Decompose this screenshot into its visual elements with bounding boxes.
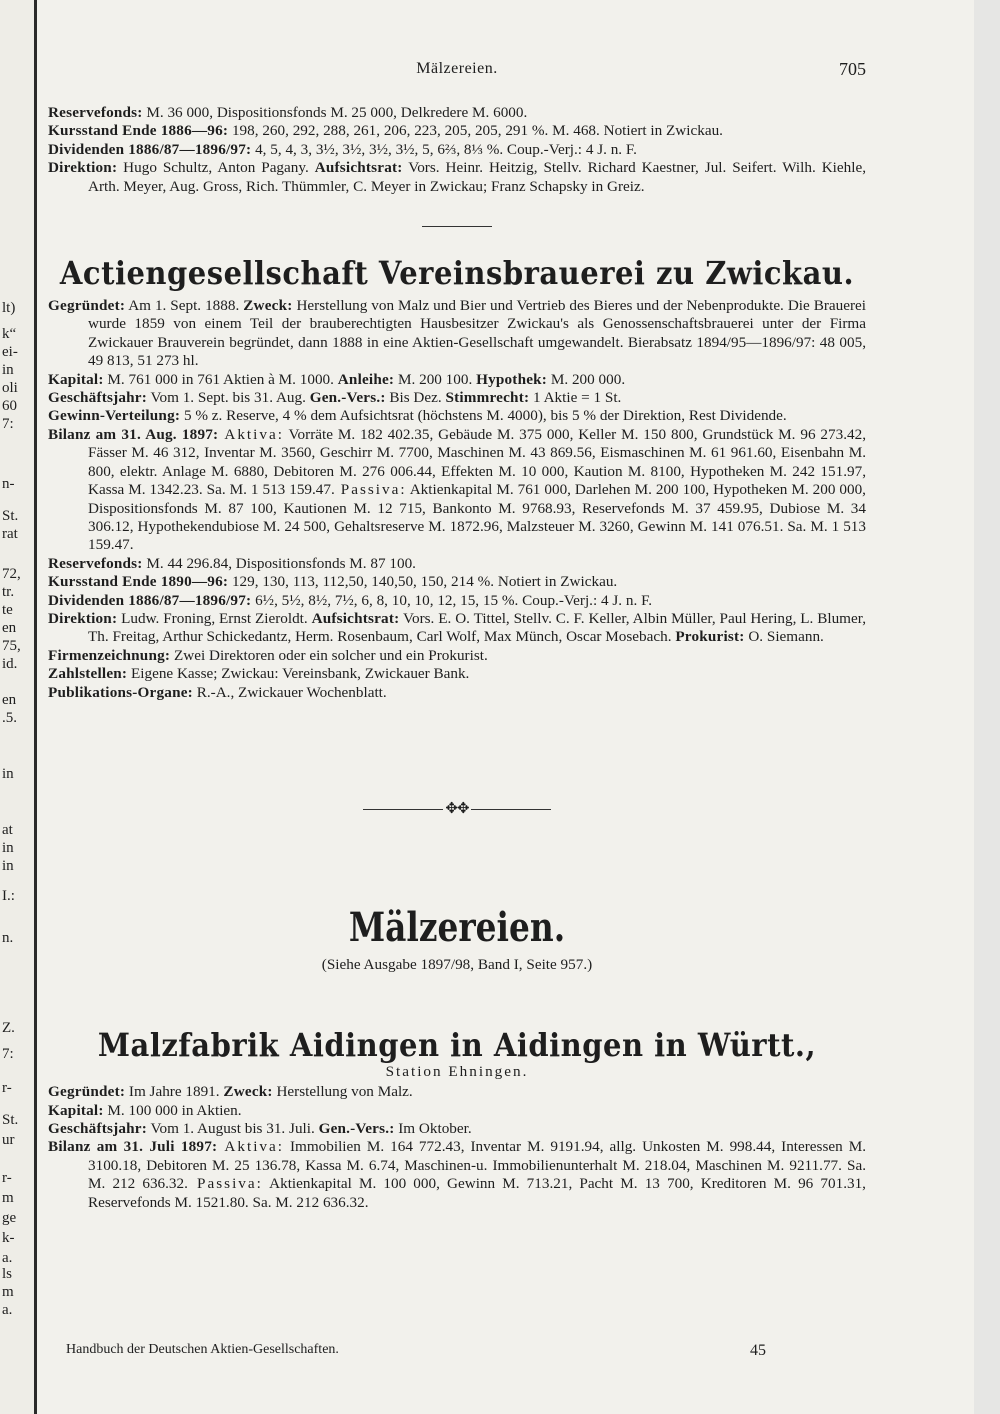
ornament-flourish-icon: ✥✥ [445,800,469,817]
kapital-line: Kapital: M. 100 000 in Aktien. [48,1101,242,1119]
gutter-fragment: m [2,1190,14,1206]
gutter-fragment: in [2,362,14,378]
gutter-fragment: k“ [2,326,17,342]
firmenzeichnung-line: Firmenzeichnung: Zwei Direktoren oder ein solcher und ein Prokurist. [48,646,488,664]
gutter-fragment: lt) [2,300,16,316]
footer-book-title: Handbuch der Deutschen Aktien-Gesellschaften. [66,1342,339,1357]
geschaeftsjahr-line: Geschäftsjahr: Vom 1. Sept. bis 31. Aug. Gen.-Vers.: Bis Dez. Stimmrecht: 1 Aktie = 1 St. [48,389,622,407]
gutter-fragment: St. [2,508,19,524]
gutter-fragment: k- [2,1230,15,1246]
gutter-fragment: a. [2,1250,13,1266]
gutter-fragment: 72, [2,566,21,582]
gutter-fragment: r- [2,1170,12,1186]
gutter-fragment: St. [2,1112,19,1128]
geschaeftsjahr-line: Geschäftsjahr: Vom 1. August bis 31. Juli. Gen.-Vers.: Im Oktober. [48,1120,472,1137]
gegruendet-line: Gegründet: Im Jahre 1891. Zweck: Herstellung von Malz. [48,1083,413,1101]
publikations-line: Publikations-Organe: R.-A., Zwickauer Wochenblatt. [48,683,387,701]
margin-rule [34,0,37,1414]
gutter-fragment: .5. [2,710,17,726]
company-title: Malzfabrik Aidingen in Aidingen in Württ., [97,1026,817,1064]
gutter-fragment: I.: [2,888,15,904]
gutter-fragment: ur [2,1132,15,1148]
dividenden-line: Dividenden 1886/87—1896/97: 6½, 5½, 8½, 7½, 6, 8, 10, 10, 12, 15, 15 %. Coup.-Verj.: 4 J. n. F. [48,591,653,609]
gegruendet-line: Gegründet: Am 1. Sept. 1888. Zweck: Herstellung von Malz und Bier und Vertrieb des Bieres und der Nebenprodukte. Die Brauerei wurde 1859 von einem Teil der brauberechtigten Hausbesitzer Zwickau's als Genossenschaftsbrauerei unter der Firma Zwickauer Brauverein begründet, dann 1888 in eine Aktien-Gesellschaft umgewandelt. Bierabsatz 1894/95—1896/97: 48 005, 49 813, 51 273 hl. [48,297,866,370]
gutter-fragment: tr. [2,584,15,600]
company-subtitle: Station Ehningen. [385,1062,529,1080]
dividenden-line: Dividenden 1886/87—1896/97: 4, 5, 4, 3, 3½, 3½, 3½, 3½, 5, 6⅔, 8⅓ %. Coup.-Verj.: 4 J. n. F. [48,140,637,158]
left-margin-strip [0,0,34,1414]
gutter-fragment: rat [2,526,18,542]
page-number: 705 [839,59,866,79]
gutter-fragment: in [2,766,14,782]
gutter-fragment: in [2,858,14,874]
gutter-fragment: en [2,620,17,636]
company-title: Actiengesellschaft Vereinsbrauerei zu Zwickau. [59,254,855,292]
company-entry-vereinsbrauerei [48,255,866,702]
page-content [48,60,866,1212]
gutter-fragment: a. [2,1302,13,1318]
gutter-fragment: oli [2,380,18,396]
gutter-fragment: ge [2,1210,17,1226]
previous-entry-continuation [48,104,866,196]
gutter-fragment: in [2,840,14,856]
ornament-line-right [471,809,551,810]
bilanz-paragraph: Bilanz am 31. Aug. 1897: Aktiva: Vorräte M. 182 402.35, Gebäude M. 375 000, Keller M. 150 800, Grundstück M. 96 273.42, Fässer M. 46 312, Inventar M. 3560, Geschirr M. 7700, Maschinen M. 43 869.56, Eismaschinen M. 61 961.60, Eisenbahn M. 800, elektr. Anlage M. 6880, Debitoren M. 276 006.44, Effekten M. 10 000, Kaution M. 8100, Hypotheken M. 242 151.97, Kassa M. 1342.23. Sa. M. 1 513 159.47. Passiva: Aktienkapital M. 761 000, Darlehen M. 200 100, Hypotheken M. 200 000, Dispositionsfonds M. 87 100, Kautionen M. 12 715, Bankonto M. 9768.93, Reservefonds M. 37 459.95, Dubiose M. 34 306.12, Hypothekendubiose M. 24 500, Gehaltsreserve M. 1872.96, Malzsteuer M. 3260, Gewinn M. 141 076.51. Sa. M. 1 513 159.47. [48,425,866,554]
gutter-fragment: 60 [2,398,17,414]
gutter-fragment: 7: [2,1046,14,1062]
gutter-fragment: m [2,1284,14,1300]
direktion-line: Direktion: Hugo Schultz, Anton Pagany. Aufsichtsrat: Vors. Heinr. Heitzig, Stellv. Richard Kaestner, Jul. Seifert. Wilh. Kiehle, Arth. Meyer, Aug. Gross, Rich. Thümmler, C. Meyer in Zwickau; Franz Schapsky in Greiz. [48,159,866,195]
gutter-fragment: n- [2,476,15,492]
kursstand-line: Kursstand Ende 1886—96: 198, 260, 292, 288, 261, 206, 223, 205, 205, 291 %. M. 468. Notiert in Zwickau. [48,122,723,140]
running-title: Mälzereien. [416,60,498,77]
page-footer [66,1342,766,1358]
direktion-line: Direktion: Ludw. Froning, Ernst Zieroldt. Aufsichtsrat: Vors. E. O. Tittel, Stellv. C. F. Keller, Albin Müller, Paul Hering, L. Blumer, Th. Freitag, Arthur Schickedantz, Herm. Rosenbaum, Carl Wolf, Max Münch, Oscar Mosebach. Prokurist: O. Siemann. [48,609,866,646]
section-title: Mälzereien. [348,904,566,952]
zahlstellen-line: Zahlstellen: Eigene Kasse; Zwickau: Vereinsbank, Zwickauer Bank. [48,665,470,683]
gutter-fragment: 75, [2,638,21,654]
ornament-divider [48,800,866,818]
gutter-fragment: en [2,692,17,708]
gutter-fragment: ls [2,1266,13,1282]
gutter-fragment: r- [2,1080,12,1096]
gutter-fragment: te [2,602,13,618]
gutter-fragment: id. [2,656,18,672]
gutter-fragment: 7: [2,416,14,432]
company-entry-malzfabrik-aidingen [48,1027,866,1212]
gewinn-verteilung-line: Gewinn-Verteilung: 5 % z. Reserve, 4 % dem Aufsichtsrat (höchstens M. 4000), bis 5 % der Direktion, Rest Dividende. [48,407,787,425]
right-page-edge [974,0,1000,1414]
separator-rule [422,226,492,227]
kapital-line: Kapital: M. 761 000 in 761 Aktien à M. 1000. Anleihe: M. 200 100. Hypothek: M. 200 000. [48,370,626,388]
gutter-fragment: Z. [2,1020,15,1036]
footer-signature: 45 [750,1342,766,1359]
gutter-fragment: at [2,822,13,838]
running-header [48,60,866,90]
gutter-fragment: ei- [2,344,18,360]
section-note: (Siehe Ausgabe 1897/98, Band I, Seite 957.) [321,956,593,974]
ornament-line-left [363,809,443,810]
section-maelzereien [48,904,866,974]
reservefonds-line: Reservefonds: M. 44 296.84, Dispositionsfonds M. 87 100. [48,554,416,572]
bilanz-paragraph: Bilanz am 31. Juli 1897: Aktiva: Immobilien M. 164 772.43, Inventar M. 9191.94, allg. Unkosten M. 998.44, Interessen M. 3100.18, Debitoren M. 25 136.78, Kassa M. 6.74, Maschinen-u. Immobilienunterhalt M. 218.04, Maschinen M. 9211.77. Sa. M. 212 636.32. Passiva: Aktienkapital M. 100 000, Gewinn M. 713.21, Pacht M. 13 700, Kreditoren M. 96 701.31, Reservefonds M. 1521.80. Sa. M. 212 636.32. [48,1138,867,1211]
reservefonds-line: Reservefonds: M. 36 000, Dispositionsfonds M. 25 000, Delkredere M. 6000. [48,104,528,121]
gutter-fragment: n. [2,930,14,946]
kursstand-line: Kursstand Ende 1890—96: 129, 130, 113, 112,50, 140,50, 150, 214 %. Notiert in Zwickau. [48,573,618,591]
